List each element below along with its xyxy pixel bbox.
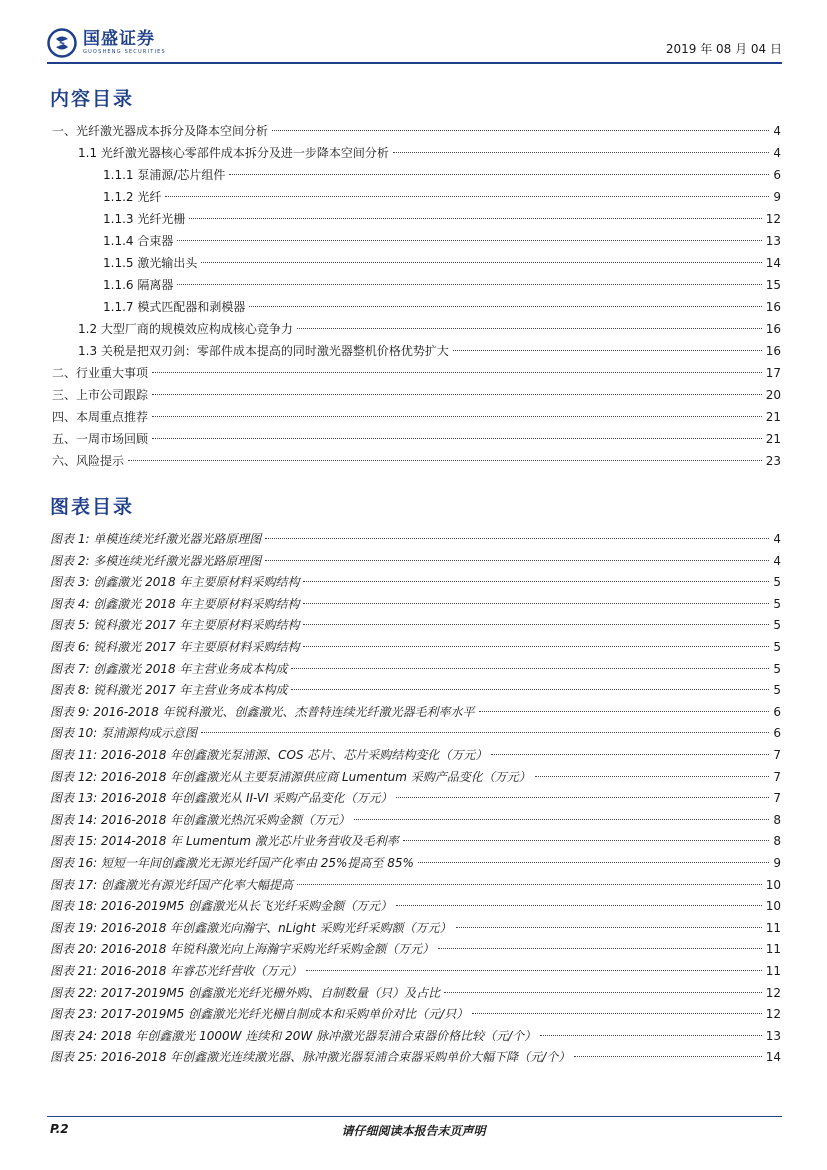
toc-entry[interactable] [103,254,781,272]
figure-entry-label: 图表 11: 2016-2018 年创鑫激光泵浦源、COS 芯片、芯片采购结构变化（万元） [50,748,488,762]
figure-entry-label: 图表 7: 创鑫激光 2018 年主营业务成本构成 [50,661,288,676]
toc-entry-page: 12 [765,212,781,226]
figure-entry-label: 图表 18: 2016-2019M5 创鑫激光从长飞光纤采购金额（万元） [50,899,393,914]
toc-entry-label: 1.1.4 合束器 [103,234,174,248]
dot-leader [303,603,769,604]
figure-entry-label: 图表 23: 2017-2019M5 创鑫激光光纤光栅自制成本和采购单价对比（元/只） [50,1007,469,1022]
toc-entry[interactable] [103,210,781,228]
toc-entry[interactable] [78,144,781,162]
figure-entry-label: 图表 9: 2016-2018 年锐科激光、创鑫激光、杰普特连续光纤激光器毛利率水平 [50,704,475,719]
dot-leader [265,560,769,561]
brand-name-cn: 国盛证券 [83,29,155,49]
figure-entry-label: 图表 15: 2014-2018 年 Lumentum 激光芯片业务营收及毛利率 [50,834,399,849]
figure-entry-page: 10 [765,877,781,892]
figure-entry-page: 14 [765,1050,781,1065]
toc-entry-page: 13 [765,234,781,248]
toc-entry-label: 1.1.6 隔离器 [103,278,174,292]
dot-leader [128,460,762,461]
toc-entry-label: 1.1.2 光纤 [103,190,162,204]
figure-entry[interactable] [50,919,781,937]
dot-leader [303,646,769,647]
dot-leader [165,196,769,197]
figure-entry-label: 图表 12: 2016-2018 年创鑫激光从主要泵浦源供应商 Lumentum 采购产品变化（万元） [50,769,531,784]
figure-entry-page: 7 [773,748,781,762]
figure-entry-label: 图表 2: 多模连续光纤激光器光路原理图 [50,553,262,568]
figure-entry-label: 图表 1: 单模连续光纤激光器光路原理图 [50,532,262,546]
figure-entry-label: 图表 20: 2016-2018 年锐科激光向上海瀚宇采购光纤采购金额（万元） [50,942,435,957]
dot-leader [229,174,769,175]
figure-entry[interactable] [50,724,781,742]
dot-leader [177,240,761,241]
figure-entry[interactable] [50,897,781,915]
figure-entry-label: 图表 22: 2017-2019M5 创鑫激光光纤光栅外购、自制数量（只）及占比 [50,985,441,1000]
figure-entry-page: 11 [765,942,781,957]
dot-leader [297,884,762,885]
dot-leader [152,372,762,373]
figure-entry-page: 7 [773,769,781,784]
dot-leader [453,350,762,351]
figure-entry-label: 图表 8: 锐科激光 2017 年主营业务成本构成 [50,683,288,698]
dot-leader [201,732,769,733]
brand-logo [47,28,166,58]
toc-entry[interactable] [78,342,781,360]
dot-leader [272,130,769,131]
figure-entry-page: 6 [773,704,781,719]
figure-entry-page: 9 [773,856,781,870]
figure-entry-page: 5 [773,683,781,698]
figure-entry-page: 10 [765,899,781,914]
page-header [47,24,782,64]
toc-entry-label: 六、风险提示 [52,454,125,468]
toc-entry-page: 15 [765,278,781,292]
report-date: 2019 年 08 月 04 日 [665,42,782,56]
figure-entry-page: 8 [773,834,781,849]
dot-leader [396,905,762,906]
toc-entry[interactable] [52,386,781,404]
page-number: P.2 [50,1122,69,1136]
dot-leader [303,581,769,582]
toc-entry[interactable] [103,232,781,250]
dot-leader [201,262,761,263]
dot-leader [479,711,770,712]
figure-entry[interactable] [50,703,781,721]
toc-entry-label: 1.3 关税是把双刃剑：零部件成本提高的同时激光器整机价格优势扩大 [78,344,449,358]
header-divider [47,62,782,64]
toc-entry[interactable] [103,276,781,294]
toc-entry-page: 4 [773,124,781,138]
toc-entry-page: 20 [765,388,781,402]
dot-leader [265,538,769,539]
toc-entry[interactable] [103,298,781,316]
figure-entry[interactable] [50,552,781,570]
figure-entry[interactable] [50,616,781,634]
toc-entry-page: 6 [773,168,781,182]
dot-leader [540,1035,762,1036]
figure-entry-label: 图表 25: 2016-2018 年创鑫激光连续激光器、脉冲激光器泵浦合束器采购单价大幅下降（元/个） [50,1050,571,1065]
dot-leader [291,668,769,669]
figure-entry-label: 图表 5: 锐科激光 2017 年主要原材料采购结构 [50,618,300,633]
figure-entry-page: 5 [773,596,781,611]
dot-leader [152,438,762,439]
dot-leader [393,152,769,153]
figure-entry-label: 图表 14: 2016-2018 年创鑫激光热沉采购金额（万元） [50,812,351,827]
figure-entry[interactable] [50,638,781,656]
toc-entry-label: 三、上市公司跟踪 [52,388,149,402]
toc-entry-label: 1.1 光纤激光器核心零部件成本拆分及进一步降本空间分析 [78,146,389,160]
toc-entry[interactable] [52,430,781,448]
toc-entry[interactable] [52,364,781,382]
toc-entry-page: 21 [765,410,781,424]
figure-entry-label: 图表 10: 泵浦源构成示意图 [50,726,197,741]
dot-leader [396,797,769,798]
figure-entry[interactable] [50,681,781,699]
figure-entry[interactable] [50,595,781,613]
toc-entry-page: 16 [765,300,781,314]
figure-list-title: 图表目录 [50,496,135,518]
figure-entry[interactable] [50,854,781,872]
dot-leader [535,776,770,777]
dot-leader [177,284,761,285]
figure-entry[interactable] [50,876,781,894]
figure-entry-label: 图表 13: 2016-2018 年创鑫激光从 II-VI 采购产品变化（万元） [50,791,393,806]
toc-entry-page: 21 [765,432,781,446]
figure-entry-page: 5 [773,575,781,590]
toc-entry[interactable] [52,408,781,426]
brand-name-en: GUOSHENG SECURITIES [83,49,166,55]
figure-entry-page: 5 [773,640,781,654]
figure-entry-page: 4 [773,532,781,546]
figure-entry[interactable] [50,832,781,850]
disclaimer-note: 请仔细阅读本报告末页声明 [341,1124,486,1138]
dot-leader [354,819,769,820]
dot-leader [306,970,762,971]
toc-entry-label: 1.1.3 光纤光栅 [103,212,186,226]
figure-entry-page: 5 [773,618,781,633]
toc-entry-page: 16 [765,322,781,336]
toc-entry-page: 14 [765,256,781,270]
figure-entry[interactable] [50,940,781,958]
figure-entry[interactable] [50,660,781,678]
figure-entry[interactable] [50,746,781,764]
dot-leader [456,927,762,928]
figure-entry-label: 图表 19: 2016-2018 年创鑫激光向瀚宇、nLight 采购光纤采购额（万元） [50,920,452,935]
figure-entry-page: 12 [765,985,781,1000]
dot-leader [303,624,769,625]
toc-entry-label: 二、行业重大事项 [52,366,149,380]
toc-entry-label: 1.1.7 模式匹配器和剥模器 [103,300,246,314]
toc-entry-page: 16 [765,344,781,358]
toc-entry[interactable] [52,452,781,470]
dot-leader [152,394,762,395]
dot-leader [491,754,769,755]
toc-title: 内容目录 [50,88,135,110]
toc-entry[interactable] [78,320,781,338]
figure-entry[interactable] [50,530,781,548]
dot-leader [189,218,761,219]
figure-entry-page: 8 [773,812,781,827]
figure-entry-page: 11 [765,920,781,935]
toc-entry[interactable] [103,166,781,184]
toc-entry[interactable] [103,188,781,206]
dot-leader [444,992,762,993]
figure-entry-label: 图表 4: 创鑫激光 2018 年主要原材料采购结构 [50,596,300,611]
toc-entry-label: 四、本周重点推荐 [52,410,149,424]
figure-entry-label: 图表 16: 短短一年间创鑫激光无源光纤国产化率由 25%提高至 85% [50,856,414,870]
figure-entry-page: 6 [773,726,781,741]
figure-entry[interactable] [50,573,781,591]
figure-entry[interactable] [50,789,781,807]
figure-entry-page: 4 [773,553,781,568]
figure-entry-label: 图表 17: 创鑫激光有源光纤国产化率大幅提高 [50,877,293,892]
figure-entry[interactable] [50,811,781,829]
toc-entry-page: 17 [765,366,781,380]
brand-logo-icon [47,28,77,58]
figure-entry-page: 5 [773,661,781,676]
dot-leader [472,1013,762,1014]
footer-divider [47,1116,782,1117]
figure-entry-page: 11 [765,964,781,978]
dot-leader [152,416,762,417]
figure-entry[interactable] [50,962,781,980]
dot-leader [438,948,762,949]
figure-entry-page: 7 [773,791,781,806]
toc-entry-label: 1.1.1 泵浦源/芯片组件 [103,168,226,182]
dot-leader [418,862,769,863]
toc-entry-page: 23 [765,454,781,468]
toc-entry-label: 1.2 大型厂商的规模效应构成核心竞争力 [78,322,293,336]
figure-entry[interactable] [50,984,781,1002]
toc-entry-label: 五、一周市场回顾 [52,432,149,446]
dot-leader [574,1056,762,1057]
toc-entry-label: 一、光纤激光器成本拆分及降本空间分析 [52,124,269,138]
figure-entry[interactable] [50,1048,781,1066]
figure-entry-label: 图表 21: 2016-2018 年睿芯光纤营收（万元） [50,964,303,978]
figure-entry-label: 图表 3: 创鑫激光 2018 年主要原材料采购结构 [50,575,300,590]
toc-entry-page: 4 [773,146,781,160]
figure-entry[interactable] [50,1027,781,1045]
figure-entry-page: 13 [765,1028,781,1043]
toc-entry[interactable] [52,122,781,140]
dot-leader [297,328,762,329]
figure-entry-page: 12 [765,1007,781,1022]
toc-entry-label: 1.1.5 激光输出头 [103,256,198,270]
dot-leader [403,840,770,841]
dot-leader [291,689,769,690]
figure-entry-label: 图表 6: 锐科激光 2017 年主要原材料采购结构 [50,640,300,654]
figure-entry[interactable] [50,1005,781,1023]
figure-entry-label: 图表 24: 2018 年创鑫激光 1000W 连续和 20W 脉冲激光器泵浦合束器价格比较（元/个） [50,1028,537,1043]
figure-entry[interactable] [50,768,781,786]
dot-leader [249,306,761,307]
toc-entry-page: 9 [773,190,781,204]
